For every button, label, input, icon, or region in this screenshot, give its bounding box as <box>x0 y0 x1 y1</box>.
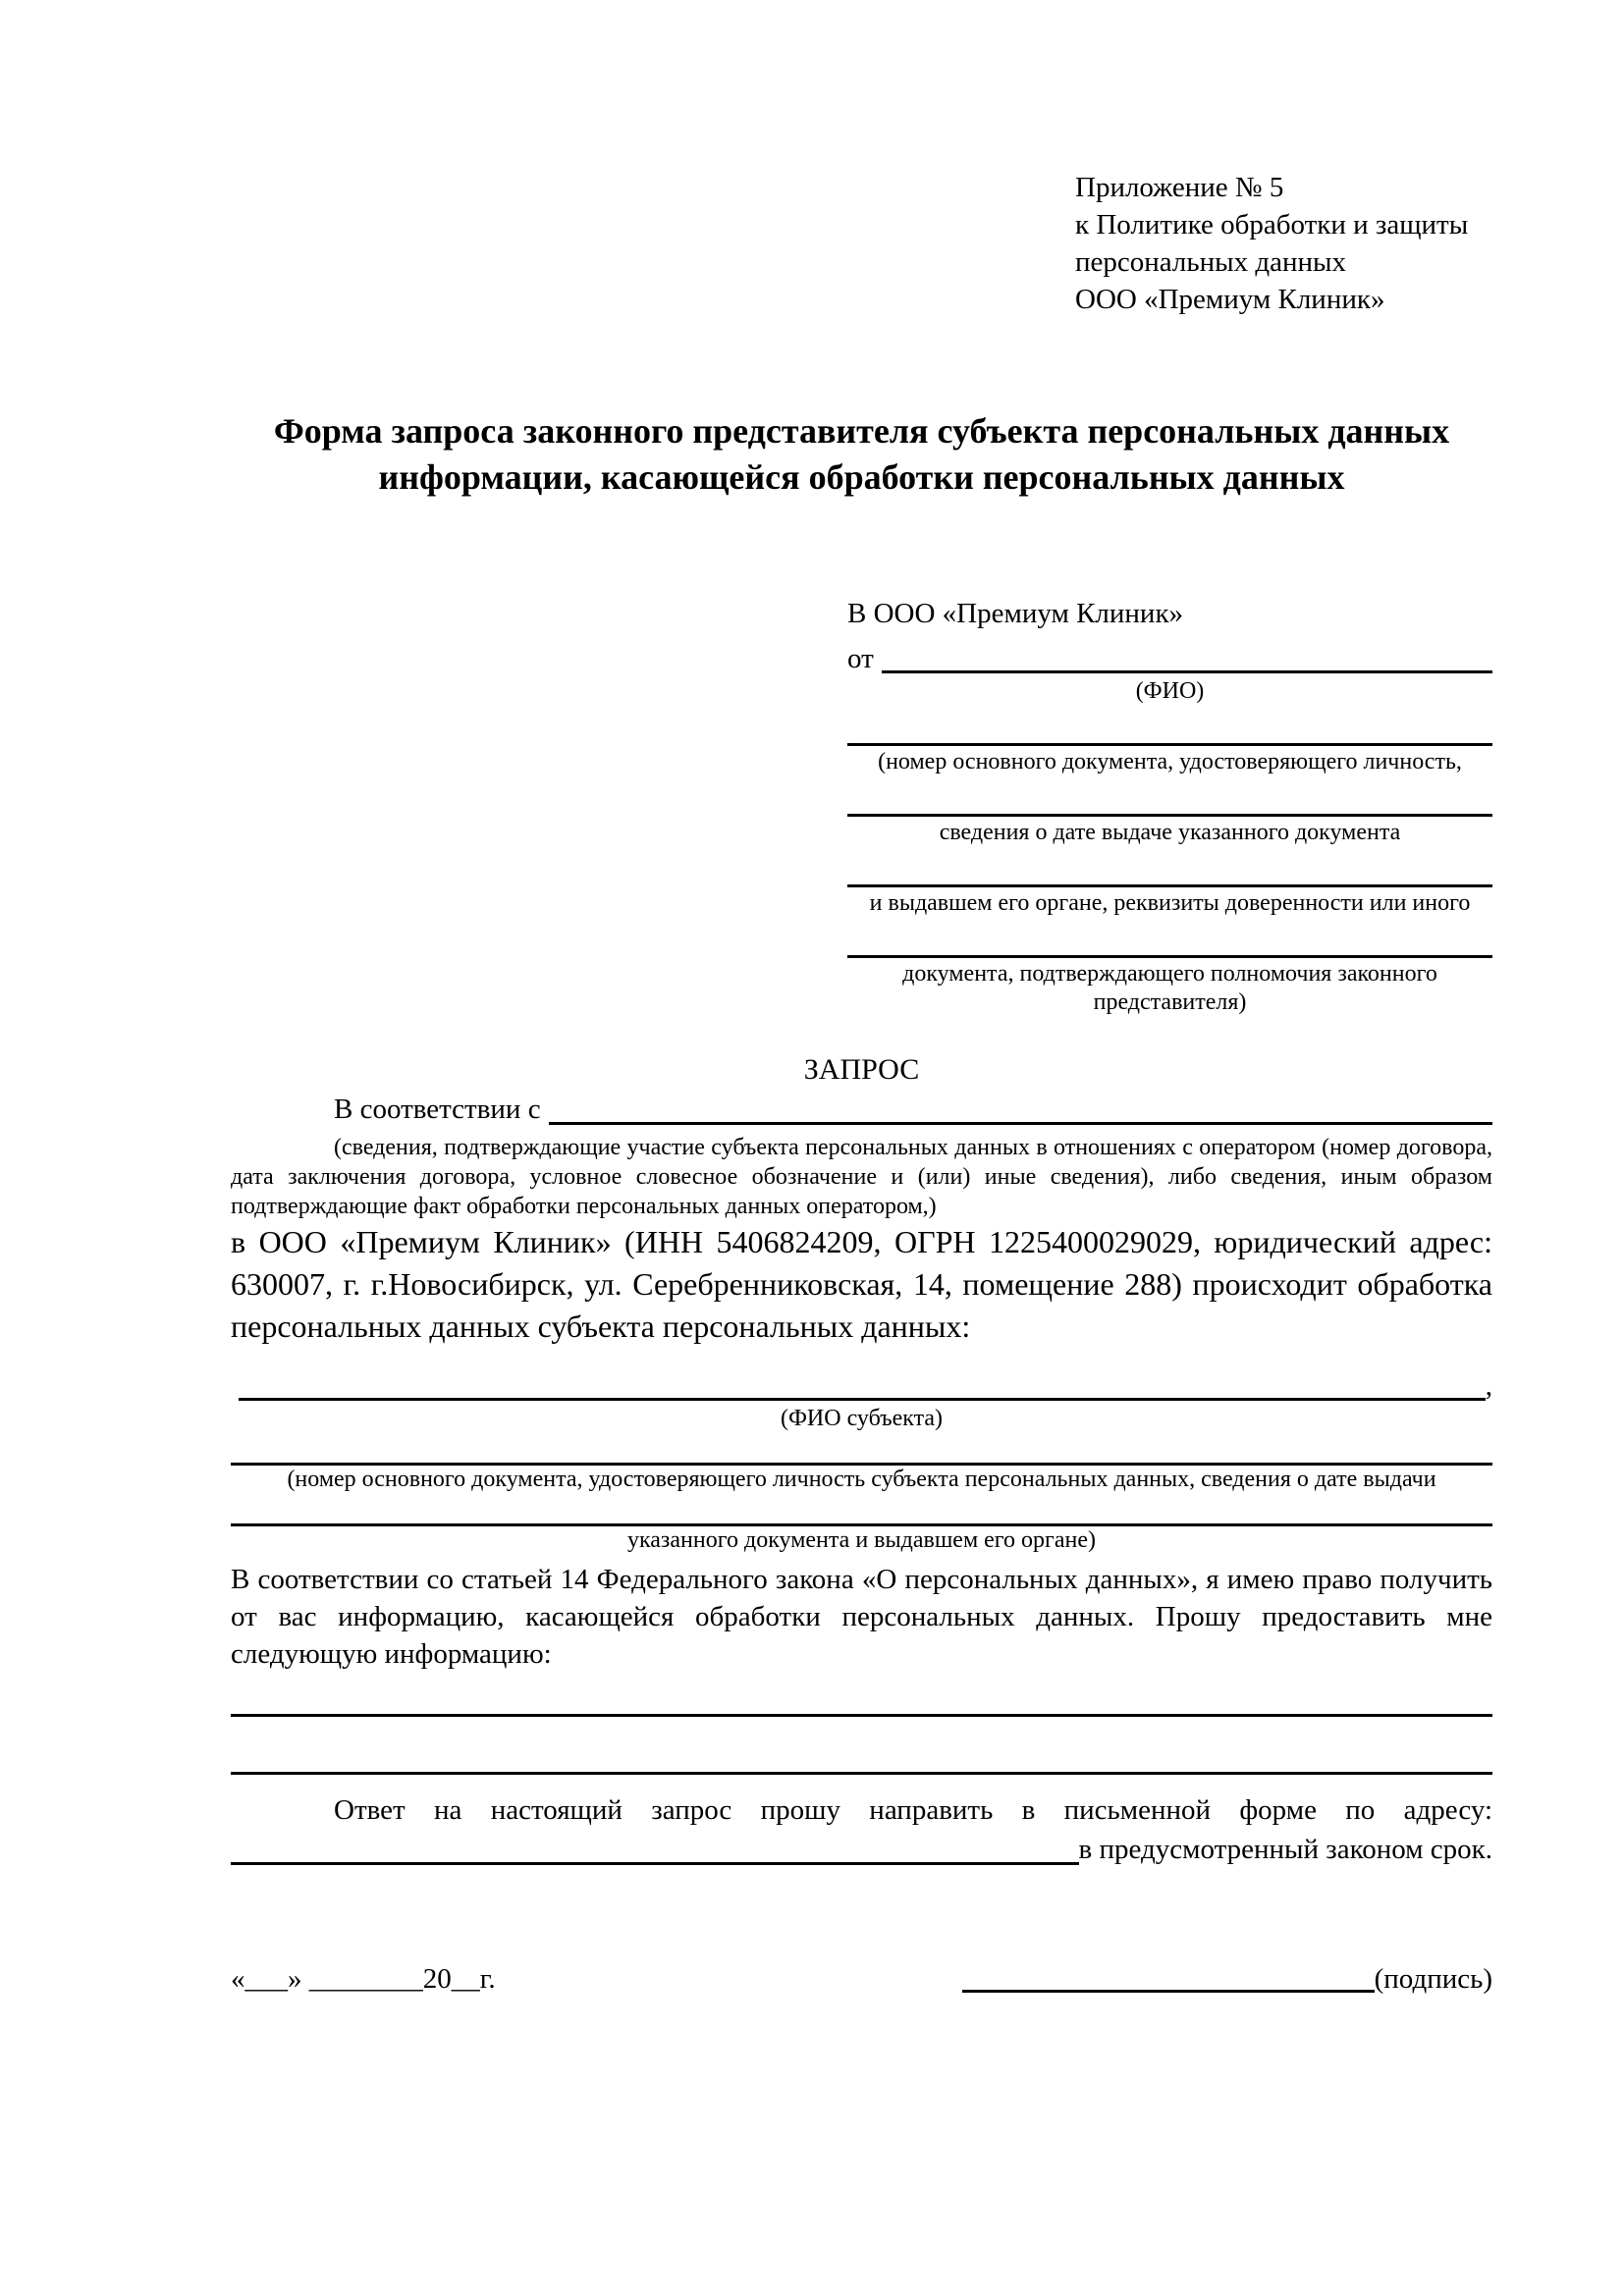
reply-tail: в предусмотренный законом срок. <box>1078 1834 1492 1865</box>
subject-doc-line <box>231 1494 1492 1526</box>
subject-doc-line <box>231 1433 1492 1466</box>
subject-fio-row <box>231 1367 1492 1405</box>
intro-caption: (сведения, подтверждающие участие субъекта персональных данных в отношениях с оператором (номер договора, дата заключения договора, условное словесное обозначение и (или) иные сведения), либо сведения, иным образом подтверждающие факт обработки персональных данных оператором,) <box>231 1135 1492 1219</box>
fio-caption: (ФИО) <box>1135 678 1205 704</box>
subject-fio-caption: (ФИО субъекта) <box>780 1406 944 1431</box>
intro-blank-line <box>549 1090 1492 1125</box>
subject-fio-line <box>239 1367 1486 1401</box>
from-row <box>847 640 1492 677</box>
appendix-header-line: Приложение № 5 <box>1075 172 1284 203</box>
addressee-organization: В ООО «Премиум Клиник» <box>847 598 1184 629</box>
blank-caption: документа, подтверждающего полномочия законного представителя) <box>902 961 1437 1015</box>
signature-caption: (подпись) <box>1374 1963 1492 1995</box>
information-blank-line <box>231 1717 1492 1775</box>
blank-caption: сведения о дате выдаче указанного документа <box>939 820 1401 845</box>
intro-row <box>231 1090 1492 1129</box>
appendix-header-line: к Политике обработки и защиты <box>1075 209 1469 240</box>
intro-label: В соответствии с <box>334 1094 541 1125</box>
blank-caption: (номер основного документа, удостоверяющего личность, <box>878 749 1462 774</box>
document-blank-line <box>847 918 1492 958</box>
operator-paragraph: в ООО «Премиум Клиник» (ИНН 5406824209, ОГРН 1225400029029, юридический адрес: 630007, г. г.Новосибирск, ул. Серебренниковская, 14, помещение 288) происходит обработка персональных данных субъекта персональных данных: <box>231 1224 1492 1344</box>
reply-address-row <box>231 1830 1492 1869</box>
subject-doc-caption: указанного документа и выдавшем его органе) <box>626 1527 1097 1553</box>
signature-line <box>962 1990 1375 1993</box>
document-blank-line <box>847 706 1492 746</box>
blank-caption: и выдавшем его органе, реквизиты доверенности или иного <box>869 890 1471 916</box>
document-title: Форма запроса законного представителя субъекта персональных данных информации, касающейся обработки персональных данных <box>273 411 1450 497</box>
appendix-header <box>1075 169 1492 318</box>
law-paragraph: В соответствии со статьей 14 Федерального закона «О персональных данных», я имею право получить от вас информацию, касающейся обработки персональных данных. Прошу предоставить мне следующую информацию: <box>231 1564 1492 1670</box>
footer-row <box>231 1959 1492 1999</box>
date-blank: «___» ________20__г. <box>231 1963 496 1995</box>
addressee-block <box>847 595 1492 1017</box>
reply-paragraph: Ответ на настоящий запрос прошу направить в письменной форме по адресу: <box>334 1794 1492 1826</box>
document-content <box>231 0 1492 1999</box>
appendix-header-line: персональных данных <box>1075 246 1347 278</box>
subject-doc-caption: (номер основного документа, удостоверяющего личность субъекта персональных данных, сведения о дате выдачи <box>287 1467 1436 1492</box>
reply-address-line <box>231 1830 1079 1865</box>
subject-fio-comma: , <box>1485 1370 1492 1402</box>
fio-blank-line <box>882 640 1492 673</box>
information-blank-line <box>231 1673 1492 1717</box>
appendix-header-line: ООО «Премиум Клиник» <box>1075 284 1385 315</box>
request-heading: ЗАПРОС <box>803 1053 920 1086</box>
document-blank-line <box>847 776 1492 817</box>
document-blank-line <box>847 847 1492 887</box>
signature-group <box>962 1959 1492 1999</box>
from-label: от <box>847 643 874 674</box>
